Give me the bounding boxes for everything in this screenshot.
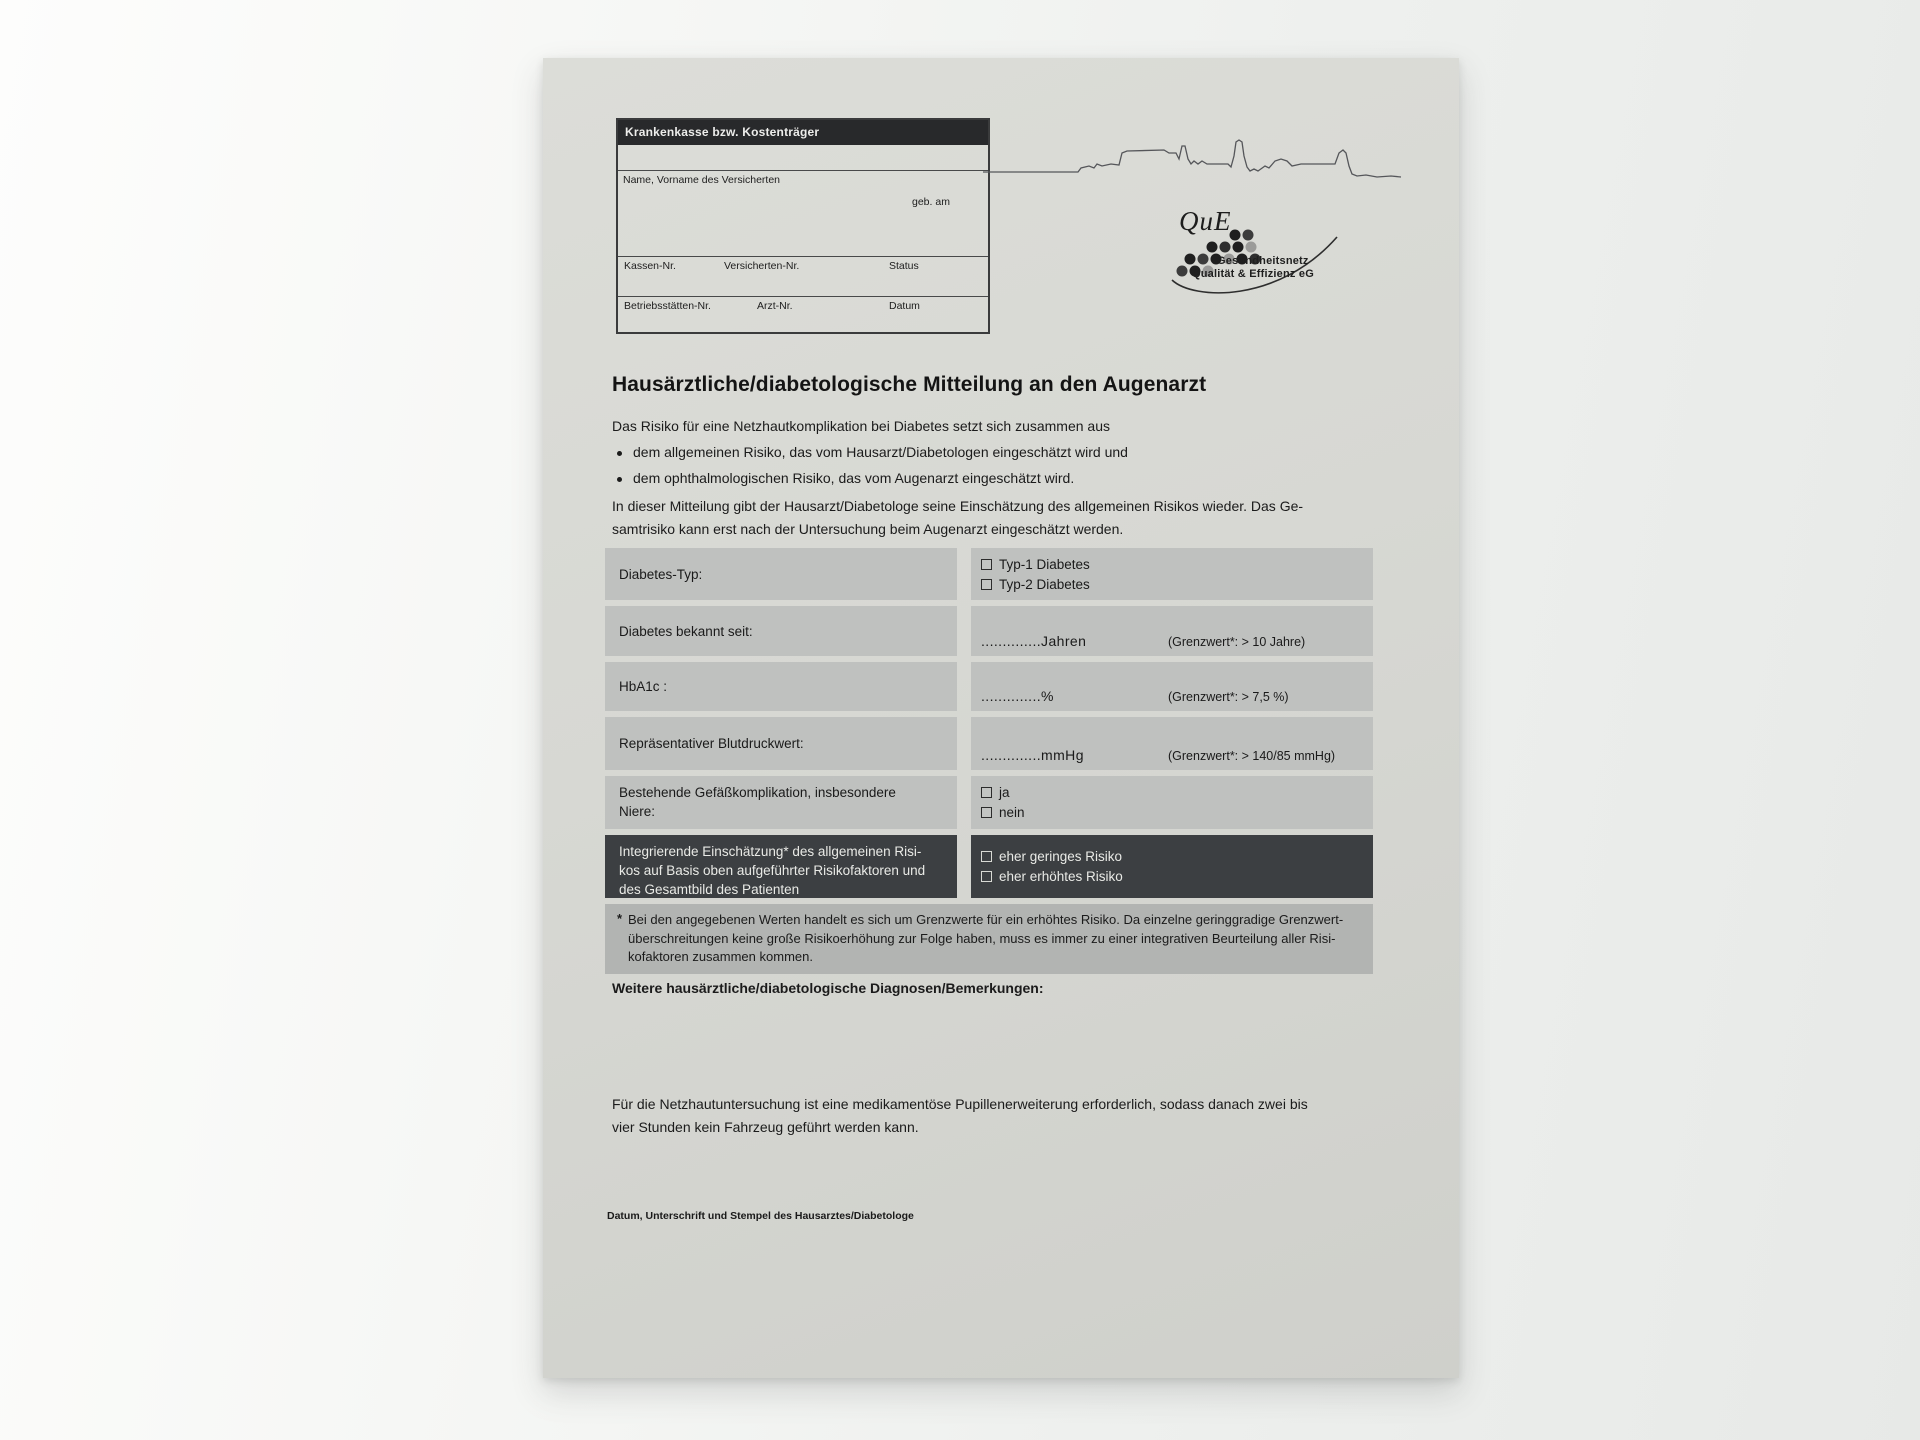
dotted-value-field: ..............mmHg (981, 747, 1084, 763)
row-label (605, 717, 957, 770)
arzt-nr-label: Arzt-Nr. (757, 300, 793, 312)
option-label: Typ-1 Diabetes (999, 556, 1090, 572)
table-row-blutdruck (605, 717, 1373, 770)
row-label-text: HbA1c : (619, 679, 668, 694)
row-label (605, 776, 957, 829)
row-label-line: des Gesamtbild des Patienten (619, 882, 800, 897)
row-label-text: Diabetes bekannt seit: (619, 623, 753, 639)
bullet-icon (617, 477, 622, 482)
insured-name-label: Name, Vorname des Versicherten (623, 174, 780, 186)
bullet-icon (617, 451, 622, 456)
row-label-line: Integrierende Einschätzung* des allgemeinen Risi- (619, 844, 922, 859)
limit-note: (Grenzwert*: > 140/85 mmHg) (1168, 749, 1336, 763)
row-label-line: Bestehende Gefäßkomplikation, insbesondere (619, 785, 896, 800)
row-options (971, 548, 1373, 600)
divider (618, 256, 988, 257)
option-label: Typ-2 Diabetes (999, 576, 1090, 592)
pupil-note-line-1: Für die Netzhautuntersuchung ist eine medikamentöse Pupillenerweiterung erforderlich, sodass danach zwei bis (612, 1096, 1308, 1112)
checkbox-icon (981, 787, 992, 798)
option-label: nein (999, 805, 1025, 820)
option-label: eher erhöhtes Risiko (999, 869, 1123, 884)
status-label: Status (889, 260, 919, 272)
row-value (971, 606, 1373, 656)
value-line (981, 633, 1305, 649)
table-row-gefaesskomplikation (605, 776, 1373, 829)
dotted-value-field: ..............Jahren (981, 633, 1087, 649)
option-ja (981, 785, 1373, 800)
datum-label: Datum (889, 300, 920, 312)
logo-acronym: QuE (1179, 206, 1232, 236)
footnote-text (628, 911, 1343, 967)
limit-note: (Grenzwert*: > 7,5 %) (1168, 690, 1289, 704)
option-label: eher geringes Risiko (999, 849, 1123, 864)
row-label-text: Repräsentativer Blutdruckwert: (619, 736, 804, 751)
checkbox-icon (981, 871, 992, 882)
table-footnote (605, 904, 1373, 974)
checkbox-icon (981, 851, 992, 862)
option-label: ja (999, 785, 1010, 800)
checkbox-icon (981, 559, 992, 570)
row-options (971, 776, 1373, 829)
intro-bullet-1: dem allgemeinen Risiko, das vom Hausarzt/Diabetologen eingeschätzt wird und (633, 444, 1128, 460)
dotted-value-field: ..............% (981, 688, 1054, 704)
logo-line-1: Gesundheitsnetz (1217, 255, 1309, 267)
divider (618, 170, 988, 171)
row-label (605, 662, 957, 711)
intro-bullet-2: dem ophthalmologischen Risiko, das vom Augenarzt eingeschätzt wird. (633, 470, 1075, 486)
diagnoses-label: Weitere hausärztliche/diabetologische Diagnosen/Bemerkungen: (612, 980, 1044, 996)
table-row-hba1c (605, 662, 1373, 711)
option-erhoehtes-risiko (981, 869, 1373, 884)
birthdate-label: geb. am (912, 196, 950, 208)
table-row-einschaetzung (605, 835, 1373, 898)
form-page (543, 58, 1459, 1378)
value-line (981, 688, 1289, 704)
table-row-diabetes-typ (605, 548, 1373, 600)
row-label-line: Niere: (619, 804, 656, 819)
value-line (981, 747, 1335, 763)
betriebsstaetten-nr-label: Betriebsstätten-Nr. (624, 300, 711, 312)
row-value (971, 662, 1373, 711)
footnote-line: überschreitungen keine große Risikoerhöhung zur Folge haben, muss es immer zu einer integrativen Beurteilung aller Risi- (628, 930, 1336, 946)
table-row-bekannt-seit (605, 606, 1373, 656)
intro-lead: Das Risiko für eine Netzhautkomplikation bei Diabetes setzt sich zusammen aus (612, 418, 1111, 434)
footnote-line: kofaktoren zusammen kommen. (628, 949, 813, 964)
row-label-line: kos auf Basis oben aufgeführter Risikofaktoren und (619, 863, 926, 878)
signature-label: Datum, Unterschrift und Stempel des Hausarztes/Diabetologe (607, 1210, 914, 1222)
row-label-text: Diabetes-Typ: (619, 566, 703, 582)
row-label (605, 548, 957, 600)
row-label (605, 606, 957, 656)
checkbox-icon (981, 807, 992, 818)
pupil-note-line-2: vier Stunden kein Fahrzeug geführt werden kann. (612, 1119, 919, 1135)
row-options (971, 835, 1373, 898)
intro-closing-line-1: In dieser Mitteilung gibt der Hausarzt/Diabetologe seine Einschätzung des allgemeinen Risikos wieder. Das Ge- (612, 498, 1304, 514)
que-logo (1163, 198, 1413, 368)
option-typ1 (981, 557, 1373, 572)
row-label (605, 835, 957, 898)
footnote-line: Bei den angegebenen Werten handelt es sich um Grenzwerte für ein erhöhtes Risiko. Da einzelne geringgradige Grenzwert- (628, 912, 1344, 927)
divider (618, 296, 988, 297)
option-nein (981, 805, 1373, 820)
footnote-asterisk: * (617, 911, 623, 926)
option-geringes-risiko (981, 849, 1373, 864)
page-title: Hausärztliche/diabetologische Mitteilung an den Augenarzt (612, 373, 1207, 396)
insurance-box (616, 118, 990, 334)
checkbox-icon (981, 579, 992, 590)
versicherten-nr-label: Versicherten-Nr. (724, 260, 800, 272)
logo-line-2: Qualität & Effizienz eG (1192, 268, 1314, 280)
intro-closing-line-2: samtrisiko kann erst nach der Untersuchung beim Augenarzt eingeschätzt werden. (612, 521, 1124, 537)
limit-note: (Grenzwert*: > 10 Jahre) (1168, 635, 1306, 649)
row-value (971, 717, 1373, 770)
kassen-nr-label: Kassen-Nr. (624, 260, 676, 272)
insurance-box-header: Krankenkasse bzw. Kostenträger (618, 120, 988, 145)
option-typ2 (981, 577, 1373, 592)
